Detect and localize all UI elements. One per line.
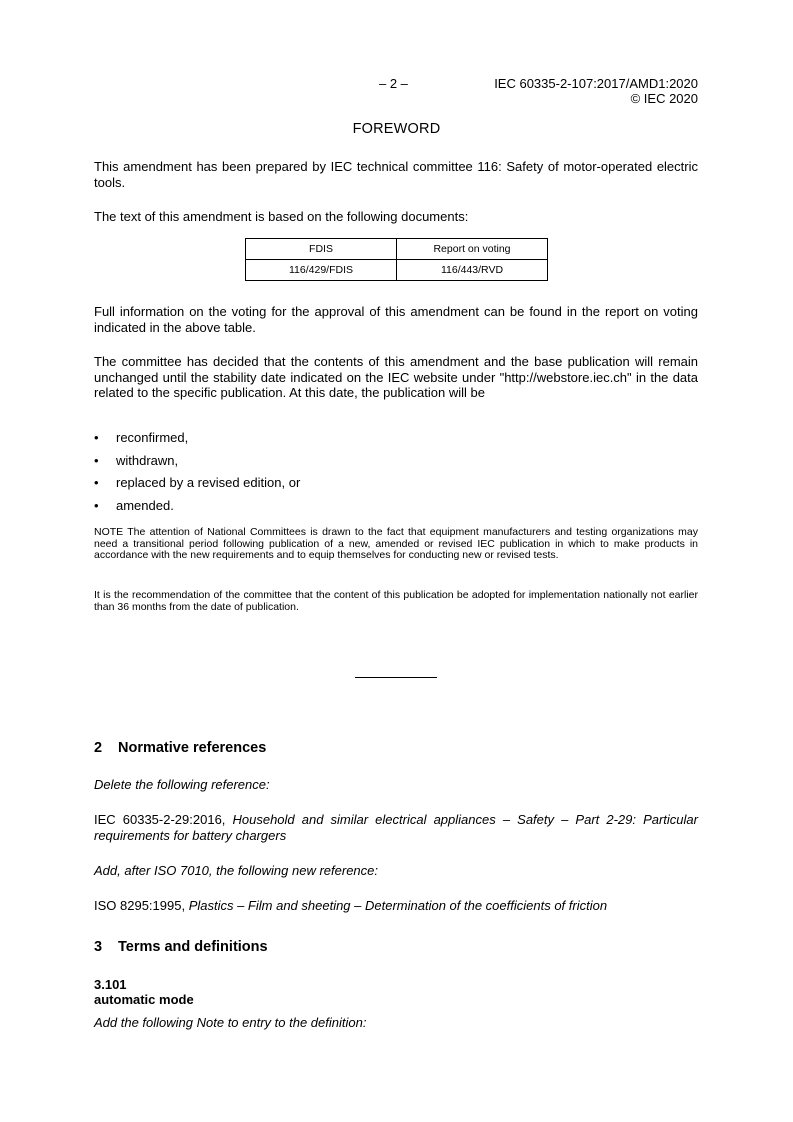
reference-iec-60335-2-29 [94, 812, 698, 843]
foreword-paragraph-4: The committee has decided that the contents of this amendment and the base publication will remain unchanged until the stability date indicated on the IEC website under "http://webstore.iec.ch" in the data related to the specific publication. At this date, the publication will be [94, 354, 698, 400]
reference-title: Household and similar electrical appliances – Safety – Part 2-29: Particular requirements for battery chargers [94, 812, 698, 843]
section-2-heading [94, 740, 266, 756]
reference-title: Plastics – Film and sheeting – Determination of the coefficients of friction [188, 898, 608, 913]
instruction-add: Add, after ISO 7010, the following new reference: [94, 863, 379, 878]
list-item-text: replaced by a revised edition, or [116, 475, 301, 490]
section-3-heading [94, 939, 268, 955]
list-item-text: amended. [116, 497, 174, 513]
document-header [494, 76, 698, 106]
section-title: Terms and definitions [118, 939, 268, 955]
reference-code: IEC 60335-2-29:2016, [94, 812, 233, 827]
list-item-text: withdrawn, [116, 452, 179, 468]
list-item [94, 430, 300, 453]
foreword-paragraph-2: The text of this amendment is based on the following documents: [94, 209, 469, 224]
page-number: – 2 – [379, 76, 408, 91]
table-header-cell: FDIS [246, 239, 397, 260]
instruction-delete: Delete the following reference: [94, 777, 270, 792]
table-cell: 116/443/RVD [397, 260, 548, 281]
recommendation-paragraph: It is the recommendation of the committee that the content of this publication be adopted for implementation nationally not earlier than 36 months from the date of publication. [94, 589, 698, 613]
list-item [94, 453, 300, 476]
table-header-cell: Report on voting [397, 239, 548, 260]
table-row [246, 260, 548, 281]
bullet-icon: • [94, 452, 99, 468]
section-number: 2 [94, 740, 103, 756]
bullet-icon: • [94, 430, 99, 445]
bullet-icon: • [94, 497, 99, 513]
documents-table [245, 238, 548, 281]
standard-reference: IEC 60335-2-107:2017/AMD1:2020 [494, 76, 698, 91]
table-cell: 116/429/FDIS [246, 260, 397, 281]
foreword-title: FOREWORD [352, 121, 441, 137]
foreword-end-rule [355, 677, 437, 678]
term-name: automatic mode [94, 992, 194, 1007]
foreword-paragraph-1: This amendment has been prepared by IEC technical committee 116: Safety of motor-operated electric tools. [94, 159, 698, 190]
section-number: 3 [94, 939, 103, 955]
reference-code: ISO 8295:1995, [94, 898, 189, 913]
term-number: 3.101 [94, 977, 127, 992]
list-item-text: reconfirmed, [116, 430, 189, 445]
section-title: Normative references [118, 740, 267, 756]
bullet-icon: • [94, 475, 99, 490]
list-item [94, 475, 300, 498]
foreword-paragraph-3: Full information on the voting for the approval of this amendment can be found in the report on voting indicated in the above table. [94, 304, 698, 335]
list-item [94, 498, 300, 521]
instruction-note-to-entry: Add the following Note to entry to the definition: [94, 1015, 367, 1030]
publication-outcome-list [94, 430, 300, 520]
copyright-notice: © IEC 2020 [630, 91, 698, 106]
reference-iso-8295 [94, 898, 698, 914]
note-paragraph: NOTE The attention of National Committees is drawn to the fact that equipment manufacturers and testing organizations may need a transitional period following publication of a new, amended or revised IEC publication in which to make products in accordance with the new requirements and to equip themselves for conducting new or revised tests. [94, 526, 698, 561]
table-header-row [246, 239, 548, 260]
